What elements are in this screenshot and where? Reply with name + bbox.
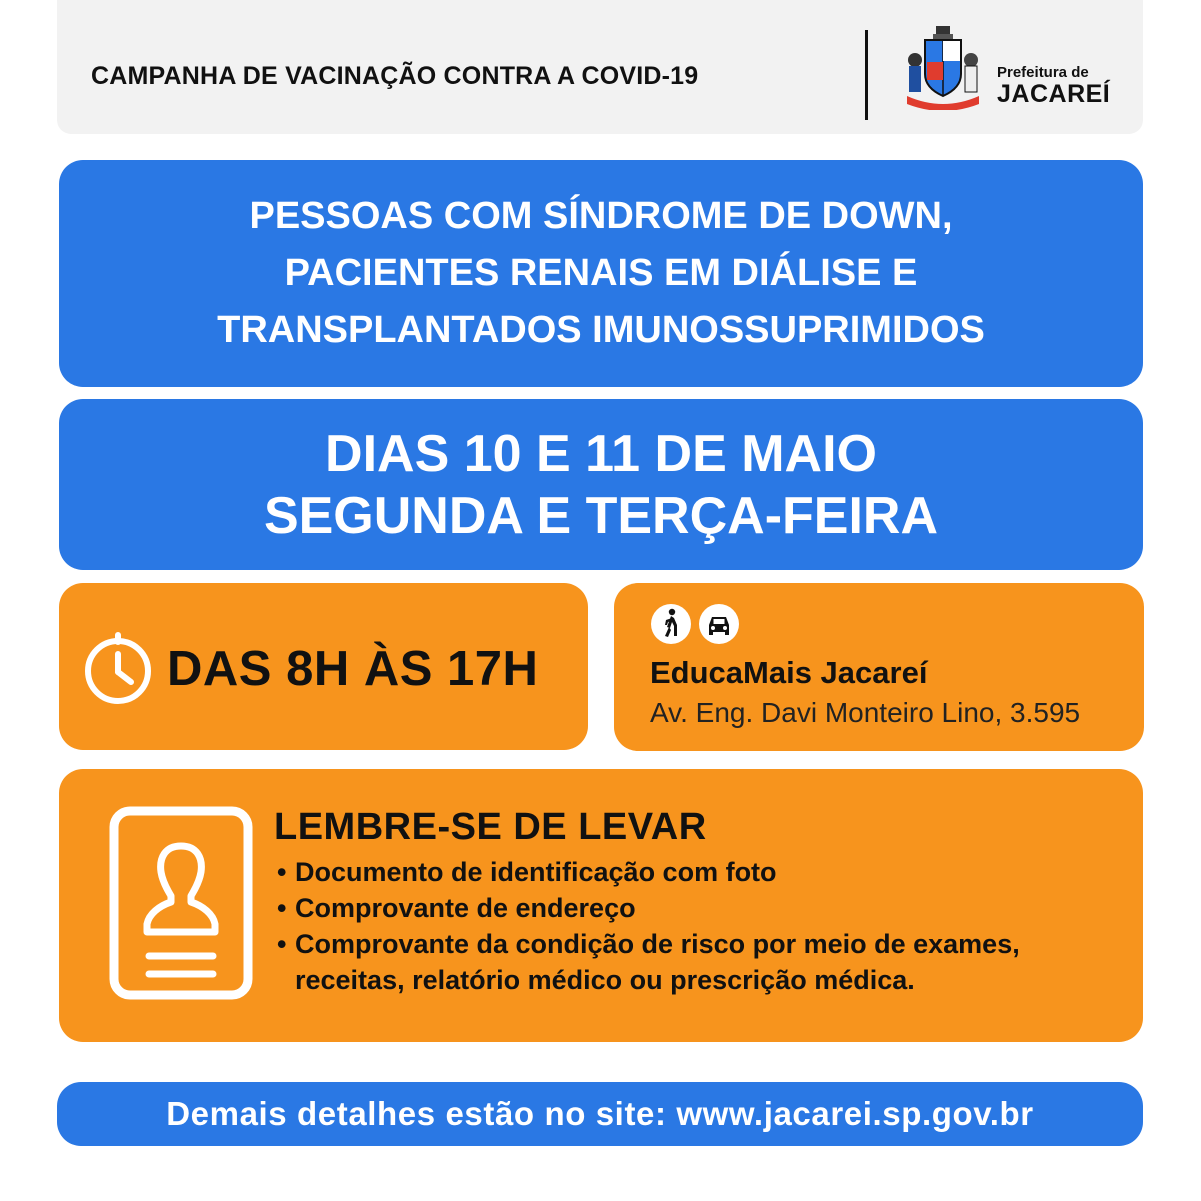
footer-text: Demais detalhes estão no site: www.jacarei.sp.gov.br — [166, 1095, 1034, 1132]
audience-line: PESSOAS COM SÍNDROME DE DOWN, — [249, 195, 953, 237]
target-audience-panel — [59, 160, 1143, 387]
requirement-item: • Comprovante de endereço — [277, 890, 1020, 926]
footer-website-bar — [57, 1082, 1143, 1146]
audience-line: TRANSPLANTADOS IMUNOSSUPRIMIDOS — [217, 309, 985, 351]
requirement-item-continuation — [277, 962, 1020, 998]
id-card-icon — [109, 806, 253, 1000]
hours-text: DAS 8H ÀS 17H — [167, 642, 539, 696]
clock-icon — [81, 632, 155, 706]
city-seal-icon — [903, 26, 983, 110]
requirements-list — [277, 854, 1020, 998]
location-name: EducaMais Jacareí — [650, 655, 928, 690]
requirement-item: • Comprovante da condição de risco por meio de exames, — [277, 926, 1020, 962]
header-divider — [865, 30, 868, 120]
requirement-item: • Documento de identificação com foto — [277, 854, 1020, 890]
campaign-title: CAMPANHA DE VACINAÇÃO CONTRA A COVID-19 — [91, 62, 699, 90]
header-bar — [57, 0, 1143, 134]
logo-text-city: JACAREÍ — [997, 80, 1111, 108]
pedestrian-icon — [650, 603, 692, 645]
requirements-title: LEMBRE-SE DE LEVAR — [274, 806, 707, 848]
hours-panel — [59, 583, 588, 750]
location-address: Av. Eng. Davi Monteiro Lino, 3.595 — [650, 697, 1081, 728]
location-panel — [614, 583, 1144, 751]
dates-line: DIAS 10 E 11 DE MAIO — [325, 424, 877, 483]
weekdays-line: SEGUNDA E TERÇA-FEIRA — [263, 486, 939, 545]
requirement-item-continuation-text: receitas, relatório médico ou prescrição médica. — [295, 965, 915, 995]
dates-panel — [59, 399, 1143, 570]
requirements-panel — [59, 769, 1143, 1042]
logo-text-prefeitura: Prefeitura de — [997, 64, 1089, 81]
car-icon — [698, 603, 740, 645]
audience-line: PACIENTES RENAIS EM DIÁLISE E — [284, 252, 918, 294]
